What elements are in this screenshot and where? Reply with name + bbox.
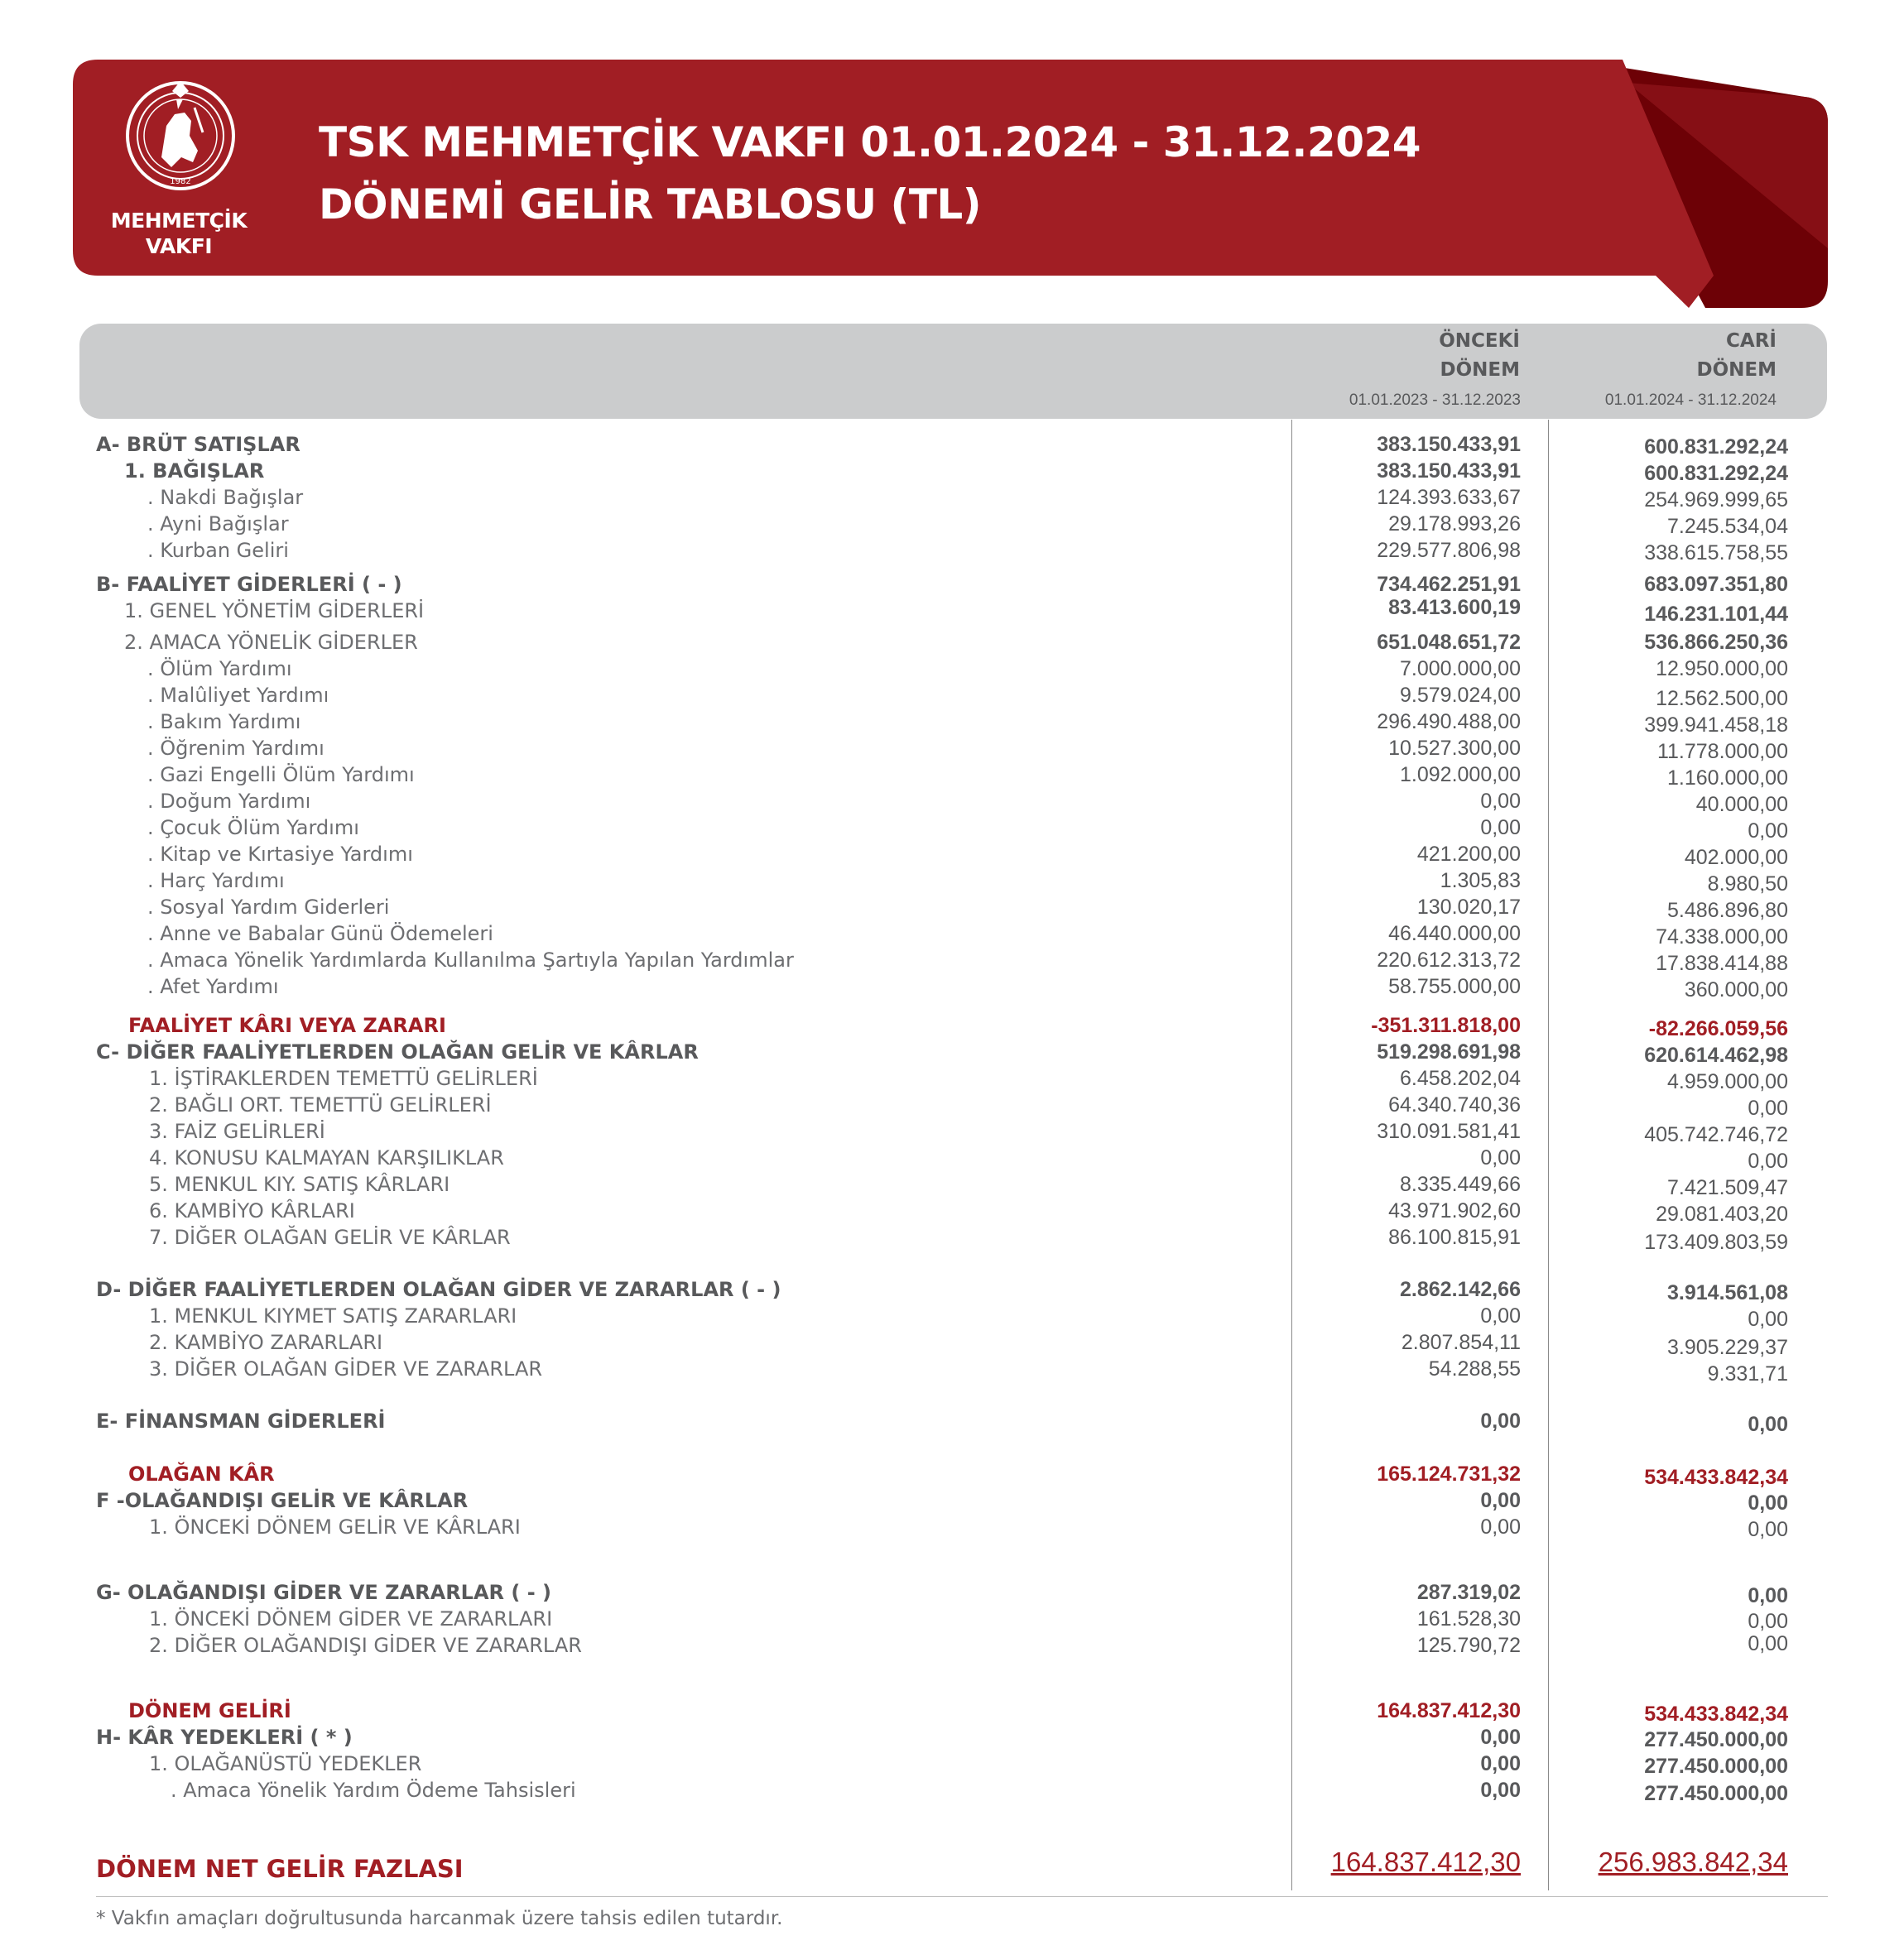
table-row	[0, 947, 1904, 973]
prev-value: 125.790,72	[1416, 1634, 1521, 1657]
prev-period-header-line2: DÖNEM	[1440, 359, 1520, 381]
table-row	[0, 1487, 1904, 1514]
prev-value: 519.298.691,98	[1377, 1040, 1521, 1064]
row-label: . Nakdi Bağışlar	[147, 486, 304, 509]
table-row	[0, 1329, 1904, 1359]
row-label: 6. KAMBİYO KÂRLARI	[149, 1199, 355, 1222]
table-row	[0, 1145, 1904, 1171]
table-row	[0, 1408, 1904, 1434]
curr-value: 0,00	[1748, 1632, 1788, 1655]
row-label: 2. BAĞLI ORT. TEMETTÜ GELİRLERİ	[149, 1093, 492, 1117]
net-income-prev: 164.837.412,30	[1330, 1847, 1521, 1877]
prev-value: 64.340.740,36	[1388, 1093, 1521, 1117]
prev-value: 651.048.651,72	[1377, 631, 1521, 654]
row-label: . Malûliyet Yardımı	[147, 684, 329, 707]
curr-value: 277.450.000,00	[1644, 1728, 1788, 1751]
curr-value: 338.615.758,55	[1644, 541, 1788, 564]
prev-value: 0,00	[1480, 1410, 1521, 1433]
curr-value: 402.000,00	[1684, 846, 1788, 869]
row-label: 5. MENKUL KIY. SATIŞ KÂRLARI	[149, 1173, 450, 1196]
row-label: 3. DİĞER OLAĞAN GİDER VE ZARARLAR	[149, 1357, 543, 1381]
row-label: 4. KONUSU KALMAYAN KARŞILIKLAR	[149, 1146, 504, 1170]
table-row	[0, 708, 1904, 735]
table-row	[0, 841, 1904, 867]
curr-value: 536.866.250,36	[1644, 631, 1788, 654]
curr-value: 534.433.842,34	[1644, 1466, 1788, 1489]
table-row	[0, 1514, 1904, 1540]
prev-value: 0,00	[1480, 1752, 1521, 1775]
curr-value: 0,00	[1748, 1097, 1788, 1120]
table-row	[0, 814, 1904, 841]
row-label: . Kitap ve Kırtasiye Yardımı	[147, 843, 413, 866]
curr-value: 277.450.000,00	[1644, 1782, 1788, 1805]
row-label: 1. ÖNCEKİ DÖNEM GİDER VE ZARARLARI	[149, 1607, 553, 1631]
row-label: 1. MENKUL KIYMET SATIŞ ZARARLARI	[149, 1304, 517, 1328]
table-row	[0, 788, 1904, 814]
net-income-row	[0, 1847, 1904, 1887]
curr-value: 40.000,00	[1695, 793, 1788, 816]
table-row	[0, 431, 1904, 458]
prev-value: 0,00	[1480, 1304, 1521, 1328]
table-row	[0, 1777, 1904, 1804]
row-label: . Çocuk Ölüm Yardımı	[147, 816, 359, 839]
net-income-curr: 256.983.842,34	[1598, 1847, 1788, 1877]
row-label: . Amaca Yönelik Yardım Ödeme Tahsisleri	[171, 1779, 576, 1802]
table-row	[0, 1751, 1904, 1777]
bottom-divider	[96, 1896, 1828, 1897]
prev-value: 164.837.412,30	[1377, 1699, 1521, 1722]
table-row	[0, 1724, 1904, 1751]
row-label: . Bakım Yardımı	[147, 710, 301, 733]
curr-value: 17.838.414,88	[1656, 952, 1788, 975]
footnote: * Vakfın amaçları doğrultusunda harcanmak üzere tahsis edilen tutardır.	[96, 1908, 783, 1929]
row-label: E- FİNANSMAN GİDERLERİ	[96, 1410, 386, 1433]
prev-value: 130.020,17	[1416, 896, 1521, 919]
table-row	[0, 1118, 1904, 1145]
curr-value: 0,00	[1748, 1308, 1788, 1331]
prev-value: 296.490.488,00	[1377, 710, 1521, 733]
table-row	[0, 511, 1904, 537]
curr-value: 74.338.000,00	[1656, 925, 1788, 949]
prev-value: 2.862.142,66	[1400, 1278, 1521, 1301]
prev-value: 734.462.251,91	[1377, 573, 1521, 596]
row-label: OLAĞAN KÂR	[128, 1462, 275, 1486]
curr-value: 399.941.458,18	[1644, 713, 1788, 737]
curr-value: 3.914.561,08	[1667, 1281, 1788, 1304]
row-label: 2. DİĞER OLAĞANDIŞI GİDER VE ZARARLAR	[149, 1634, 582, 1657]
table-row	[0, 1579, 1904, 1606]
prev-value: 124.393.633,67	[1377, 486, 1521, 509]
curr-value: 29.081.403,20	[1656, 1203, 1788, 1226]
curr-value: 600.831.292,24	[1644, 435, 1788, 459]
prev-value: 229.577.806,98	[1377, 539, 1521, 562]
table-row	[0, 1012, 1904, 1039]
prev-value: -351.311.818,00	[1371, 1014, 1521, 1037]
report-title-line2: DÖNEMİ GELİR TABLOSU (TL)	[319, 180, 982, 228]
svg-text:1982: 1982	[170, 177, 191, 186]
row-label: A- BRÜT SATIŞLAR	[96, 433, 301, 456]
row-label: H- KÂR YEDEKLERİ ( * )	[96, 1726, 353, 1749]
curr-value: 277.450.000,00	[1644, 1755, 1788, 1778]
curr-period-dates: 01.01.2024 - 31.12.2024	[1604, 391, 1777, 409]
curr-value: 9.331,71	[1707, 1362, 1788, 1386]
prev-value: 6.458.202,04	[1400, 1067, 1521, 1090]
prev-value: 0,00	[1480, 790, 1521, 813]
prev-value: 383.150.433,91	[1377, 433, 1521, 456]
prev-value: 2.807.854,11	[1401, 1331, 1521, 1354]
row-label: 1. BAĞIŞLAR	[124, 459, 265, 483]
curr-period-header-line1: CARİ	[1726, 330, 1777, 352]
net-income-label: DÖNEM NET GELİR FAZLASI	[96, 1855, 464, 1883]
row-label: C- DİĞER FAALİYETLERDEN OLAĞAN GELİR VE KÂRLAR	[96, 1040, 699, 1064]
table-row	[0, 973, 1904, 1000]
curr-value: 0,00	[1748, 1150, 1788, 1173]
row-label: . Gazi Engelli Ölüm Yardımı	[147, 763, 415, 786]
table-row	[0, 1461, 1904, 1487]
table-row	[0, 1092, 1904, 1118]
prev-value: 83.413.600,19	[1388, 596, 1521, 619]
prev-value: 0,00	[1480, 816, 1521, 839]
table-row	[0, 1065, 1904, 1092]
table-row	[0, 682, 1904, 708]
row-label: . Doğum Yardımı	[147, 790, 311, 813]
logo-text-line1: MEHMETÇİK	[110, 209, 248, 233]
logo-text-line2: VAKFI	[145, 234, 213, 258]
row-label: FAALİYET KÂRI VEYA ZARARI	[128, 1014, 446, 1037]
report-title-line1: TSK MEHMETÇİK VAKFI 01.01.2024 - 31.12.2024	[319, 118, 1421, 166]
row-label: . Afet Yardımı	[147, 975, 279, 998]
table-row	[0, 1198, 1904, 1224]
curr-value: 534.433.842,34	[1644, 1703, 1788, 1726]
row-label: 7. DİĞER OLAĞAN GELİR VE KÂRLAR	[149, 1226, 511, 1249]
prev-value: 9.579.024,00	[1400, 684, 1521, 707]
row-label: . Amaca Yönelik Yardımlarda Kullanılma Şartıyla Yapılan Yardımlar	[147, 949, 794, 972]
row-label: . Anne ve Babalar Günü Ödemeleri	[147, 922, 493, 945]
table-row	[0, 629, 1904, 656]
row-label: 1. İŞTİRAKLERDEN TEMETTÜ GELİRLERİ	[149, 1067, 538, 1090]
row-label: . Ölüm Yardımı	[147, 657, 292, 680]
prev-value: 54.288,55	[1428, 1357, 1521, 1381]
row-label: 1. OLAĞANÜSTÜ YEDEKLER	[149, 1752, 422, 1775]
table-row	[0, 867, 1904, 894]
prev-value: 10.527.300,00	[1388, 737, 1521, 760]
prev-value: 220.612.313,72	[1377, 949, 1521, 972]
curr-value: 1.160.000,00	[1667, 766, 1788, 790]
table-row	[0, 458, 1904, 484]
table-row	[0, 1632, 1904, 1659]
table-row	[0, 1224, 1904, 1254]
row-label: G- OLAĞANDIŞI GİDER VE ZARARLAR ( - )	[96, 1581, 551, 1604]
table-row	[0, 920, 1904, 947]
prev-value: 1.092.000,00	[1400, 763, 1521, 786]
curr-value: -82.266.059,56	[1648, 1017, 1788, 1040]
prev-value: 383.150.433,91	[1377, 459, 1521, 483]
table-row	[0, 1606, 1904, 1632]
row-label: D- DİĞER FAALİYETLERDEN OLAĞAN GİDER VE ZARARLAR ( - )	[96, 1278, 781, 1301]
curr-value: 0,00	[1748, 1413, 1788, 1436]
row-label: . Sosyal Yardım Giderleri	[147, 896, 390, 919]
curr-value: 7.421.509,47	[1667, 1176, 1788, 1199]
curr-value: 12.950.000,00	[1656, 657, 1788, 680]
table-row	[0, 1303, 1904, 1329]
prev-period-header-line1: ÖNCEKİ	[1439, 330, 1520, 352]
curr-value: 0,00	[1748, 1491, 1788, 1515]
table-row	[0, 537, 1904, 564]
prev-value: 421.200,00	[1416, 843, 1521, 866]
row-label: . Ayni Bağışlar	[147, 512, 289, 536]
prev-value: 0,00	[1480, 1779, 1521, 1802]
row-label: . Kurban Geliri	[147, 539, 289, 562]
table-row	[0, 1356, 1904, 1386]
curr-value: 5.486.896,80	[1667, 899, 1788, 922]
prev-value: 0,00	[1480, 1726, 1521, 1749]
prev-value: 310.091.581,41	[1377, 1120, 1521, 1143]
curr-value: 0,00	[1748, 1518, 1788, 1541]
prev-period-dates: 01.01.2023 - 31.12.2023	[1349, 391, 1521, 409]
row-label: B- FAALİYET GİDERLERİ ( - )	[96, 573, 402, 596]
row-label: . Öğrenim Yardımı	[147, 737, 325, 760]
row-label: 1. GENEL YÖNETİM GİDERLERİ	[124, 599, 425, 622]
curr-value: 620.614.462,98	[1644, 1044, 1788, 1067]
prev-value: 0,00	[1480, 1515, 1521, 1539]
curr-value: 360.000,00	[1684, 978, 1788, 1001]
prev-value: 29.178.993,26	[1388, 512, 1521, 536]
curr-value: 11.778.000,00	[1656, 740, 1788, 763]
curr-value: 600.831.292,24	[1644, 462, 1788, 485]
prev-value: 165.124.731,32	[1377, 1462, 1521, 1486]
prev-value: 86.100.815,91	[1388, 1226, 1521, 1249]
curr-value: 0,00	[1748, 1584, 1788, 1607]
table-row	[0, 1276, 1904, 1303]
prev-value: 46.440.000,00	[1388, 922, 1521, 945]
row-label: DÖNEM GELİRİ	[128, 1699, 291, 1722]
curr-value: 12.562.500,00	[1656, 687, 1788, 710]
table-row	[0, 1698, 1904, 1724]
curr-value: 4.959.000,00	[1667, 1070, 1788, 1093]
row-label: 1. ÖNCEKİ DÖNEM GELİR VE KÂRLARI	[149, 1515, 521, 1539]
curr-value: 254.969.999,65	[1644, 488, 1788, 512]
table-row	[0, 656, 1904, 682]
table-row	[0, 735, 1904, 761]
prev-value: 1.305,83	[1440, 869, 1521, 892]
prev-value: 58.755.000,00	[1388, 975, 1521, 998]
row-label: . Harç Yardımı	[147, 869, 285, 892]
prev-value: 0,00	[1480, 1146, 1521, 1170]
row-label: 3. FAİZ GELİRLERİ	[149, 1120, 325, 1143]
curr-period-header-line2: DÖNEM	[1696, 359, 1777, 381]
curr-value: 7.245.534,04	[1667, 515, 1788, 538]
prev-value: 287.319,02	[1416, 1581, 1521, 1604]
table-row	[0, 1039, 1904, 1065]
row-label: 2. AMACA YÖNELİK GİDERLER	[124, 631, 418, 654]
table-row	[0, 571, 1904, 598]
curr-value: 3.905.229,37	[1667, 1336, 1788, 1359]
row-label: F -OLAĞANDIŞI GELİR VE KÂRLAR	[96, 1489, 469, 1512]
prev-value: 43.971.902,60	[1388, 1199, 1521, 1222]
curr-value: 683.097.351,80	[1644, 573, 1788, 596]
prev-value: 7.000.000,00	[1400, 657, 1521, 680]
table-row	[0, 484, 1904, 511]
table-row	[0, 598, 1904, 624]
table-row	[0, 894, 1904, 920]
table-row	[0, 761, 1904, 788]
prev-value: 161.528,30	[1416, 1607, 1521, 1631]
prev-value: 0,00	[1480, 1489, 1521, 1512]
curr-value: 173.409.803,59	[1644, 1231, 1788, 1254]
row-label: 2. KAMBİYO ZARARLARI	[149, 1331, 383, 1354]
table-row	[0, 1171, 1904, 1198]
curr-value: 146.231.101,44	[1644, 603, 1788, 626]
curr-value: 405.742.746,72	[1644, 1123, 1788, 1146]
curr-value: 0,00	[1748, 819, 1788, 843]
curr-value: 8.980,50	[1707, 872, 1788, 896]
curr-value: 0,00	[1748, 1610, 1788, 1633]
prev-value: 8.335.449,66	[1400, 1173, 1521, 1196]
